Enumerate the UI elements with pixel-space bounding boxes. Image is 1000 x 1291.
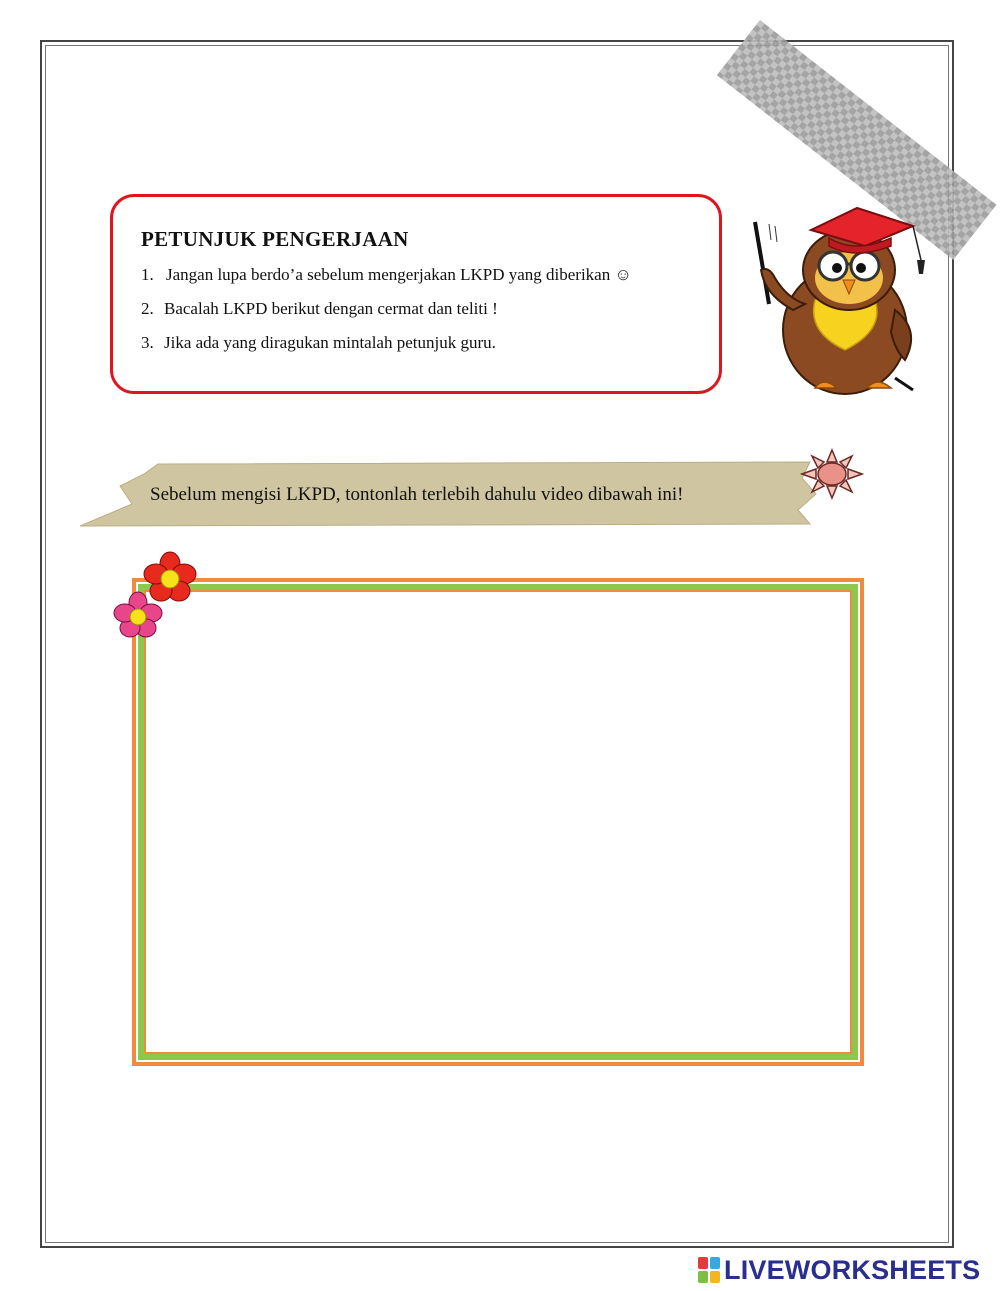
- frame-inner-line: [144, 590, 852, 1054]
- logo-square-green: [698, 1271, 708, 1283]
- banner-text: Sebelum mengisi LKPD, tontonlah terlebih dahulu video dibawah ini!: [150, 484, 684, 505]
- instruction-item: [141, 299, 632, 333]
- instructions-list: [141, 265, 632, 367]
- logo-square-blue: [710, 1257, 720, 1269]
- instruction-number: 2.: [141, 299, 154, 318]
- sun-decoration: [800, 448, 864, 500]
- liveworksheets-text: LIVEWORKSHEETS: [724, 1254, 981, 1285]
- instruction-text: Bacalah LKPD berikut dengan cermat dan teliti !: [164, 299, 498, 318]
- video-placeholder-frame[interactable]: [132, 578, 864, 1066]
- instruction-item: [141, 265, 632, 299]
- instruction-number: 3.: [141, 333, 154, 352]
- owl-teacher-illustration: [745, 200, 935, 410]
- liveworksheets-logo[interactable]: [698, 1254, 980, 1286]
- instruction-item: [141, 333, 632, 367]
- instructions-title: PETUNJUK PENGERJAAN: [141, 227, 409, 251]
- instructions-box: [110, 194, 722, 394]
- instruction-number: 1.: [141, 265, 154, 284]
- instruction-text: Jangan lupa berdo’a sebelum mengerjakan LKPD yang diberikan ☺: [166, 265, 632, 284]
- logo-square-red: [698, 1257, 708, 1269]
- instruction-text: Jika ada yang diragukan mintalah petunjuk guru.: [164, 333, 496, 352]
- liveworksheets-icon: [698, 1257, 720, 1283]
- flowers-decoration: [108, 550, 208, 650]
- logo-square-yellow: [710, 1271, 720, 1283]
